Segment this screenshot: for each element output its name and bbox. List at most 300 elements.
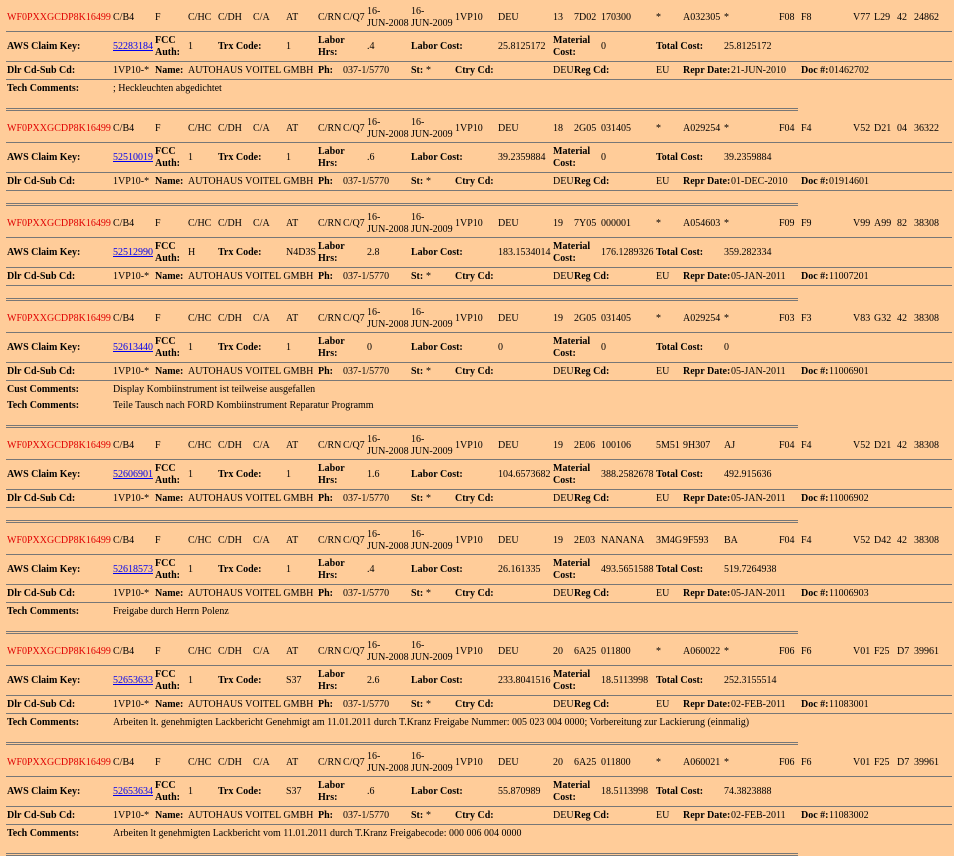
record-separator: [6, 631, 798, 634]
vp-code: 1VP10: [455, 440, 483, 451]
name-label: Name:: [155, 810, 184, 821]
phone-label: Ph:: [318, 493, 333, 504]
tech-comments-text: Arbeiten lt genehmigten Lackbericht vom 11.01.2011 durch T.Kranz Freigabecode: 000 006 004 0000: [113, 828, 522, 839]
trx-code-label: Trx Code:: [218, 41, 262, 52]
warranty-date-day: 16-: [411, 117, 425, 128]
cb-code: C/B4: [113, 123, 135, 134]
claim-key-link[interactable]: 52606901: [113, 469, 153, 480]
part-code-2: 011800: [601, 646, 631, 657]
material-cost-label: Material Cost:: [553, 558, 591, 581]
fcc-auth-value: H: [188, 247, 196, 258]
row-divider: [6, 695, 952, 696]
total-cost-value: 492.915636: [724, 469, 772, 480]
repr-date-label: Repr Date:: [683, 588, 731, 599]
chc-code: C/HC: [188, 757, 212, 768]
labor-hrs-label: Labor Hrs:: [318, 780, 345, 803]
total-cost-label: Total Cost:: [656, 786, 704, 797]
state-value: *: [426, 366, 431, 377]
build-date-month-year: JUN-2008: [367, 763, 409, 774]
part-code-5: *: [724, 646, 729, 657]
doc-number-value: 11006901: [829, 366, 869, 377]
fcc-auth-label: FCC Auth:: [155, 35, 181, 58]
doc-label: Doc #:: [801, 271, 829, 282]
f-code: F: [155, 313, 161, 324]
part-code-5: AJ: [724, 440, 736, 451]
tech-comments-text: Freigabe durch Herrn Polenz: [113, 606, 229, 617]
trx-code-label: Trx Code:: [218, 675, 262, 686]
row-divider: [6, 584, 952, 585]
labor-hrs-label: Labor Hrs:: [318, 146, 345, 169]
tail-code-4: 24862: [914, 12, 939, 23]
fcc-auth-value: 1: [188, 786, 193, 797]
region-value: EU: [656, 588, 670, 599]
repr-date-label: Repr Date:: [683, 699, 731, 710]
repr-date-label: Repr Date:: [683, 65, 731, 76]
doc-number-value: 01462702: [829, 65, 869, 76]
part-code-4: A032305: [683, 12, 721, 23]
doc-number-value: 11083001: [829, 699, 869, 710]
aws-claim-key-label: AWS Claim Key:: [7, 564, 81, 575]
ca-code: C/A: [253, 757, 270, 768]
name-label: Name:: [155, 176, 184, 187]
phone-label: Ph:: [318, 588, 333, 599]
fcc-auth-value: 1: [188, 342, 193, 353]
reg-cd-label: Reg Cd:: [574, 493, 610, 504]
build-date-day: 16-: [367, 434, 381, 445]
part-code-1: 7Y05: [574, 218, 597, 229]
part-code-2: 031405: [601, 313, 631, 324]
part-code-4: A054603: [683, 218, 721, 229]
row-divider: [6, 554, 952, 555]
vp-code: 1VP10: [455, 535, 483, 546]
tail-code-1: V01: [853, 646, 871, 657]
vin: WF0PXXGCDP8K16499: [7, 440, 111, 451]
crn-code: C/RN: [318, 440, 342, 451]
trx-code-value: 1: [286, 469, 291, 480]
row-divider: [6, 267, 952, 268]
dlr-cd-sub-cd-label: Dlr Cd-Sub Cd:: [7, 588, 76, 599]
aws-claim-key-label: AWS Claim Key:: [7, 247, 81, 258]
part-code-2: 031405: [601, 123, 631, 134]
dlr-cd-sub-cd-label: Dlr Cd-Sub Cd:: [7, 810, 76, 821]
labor-cost-value: 25.8125172: [498, 41, 546, 52]
total-cost-value: 359.282334: [724, 247, 772, 258]
f-code: F: [155, 218, 161, 229]
name-label: Name:: [155, 65, 184, 76]
claim-key-link[interactable]: 52283184: [113, 41, 153, 52]
total-cost-label: Total Cost:: [656, 342, 704, 353]
ctry-cd-label: Ctry Cd:: [455, 271, 494, 282]
cust-comments-text: Display Kombiinstrument ist teilweise ausgefallen: [113, 384, 316, 395]
material-cost-value: 0: [601, 41, 606, 52]
state-label: St:: [411, 588, 424, 599]
row-divider: [6, 237, 952, 238]
row-divider: [6, 489, 952, 490]
tail-code-4: 38308: [914, 313, 939, 324]
tail-code-1: V01: [853, 757, 871, 768]
cdh-code: C/DH: [218, 757, 242, 768]
name-label: Name:: [155, 588, 184, 599]
doc-label: Doc #:: [801, 588, 829, 599]
build-date-day: 16-: [367, 751, 381, 762]
trx-code-value: 1: [286, 41, 291, 52]
record-separator: [6, 520, 798, 523]
labor-cost-label: Labor Cost:: [411, 469, 463, 480]
dealer-name-value: AUTOHAUS VOITEL GMBH: [188, 176, 314, 187]
part-code-4: A029254: [683, 313, 721, 324]
tail-code-4: 38308: [914, 535, 939, 546]
f-code: F: [155, 12, 161, 23]
tail-code-3: 42: [897, 12, 907, 23]
record-separator: [6, 742, 798, 745]
warranty-date-day: 16-: [411, 751, 425, 762]
vin: WF0PXXGCDP8K16499: [7, 535, 111, 546]
fcc-auth-label: FCC Auth:: [155, 146, 181, 169]
record-separator: [6, 425, 798, 428]
row-divider: [6, 362, 952, 363]
warranty-date-month-year: JUN-2009: [411, 18, 453, 29]
ctry-cd-label: Ctry Cd:: [455, 176, 494, 187]
vp-code: 1VP10: [455, 313, 483, 324]
name-label: Name:: [155, 699, 184, 710]
phone-value: 037-1/5770: [343, 176, 390, 187]
labor-hrs-label: Labor Hrs:: [318, 35, 345, 58]
part-code-4: A060022: [683, 646, 721, 657]
row-divider: [6, 380, 952, 381]
labor-cost-label: Labor Cost:: [411, 564, 463, 575]
material-cost-label: Material Cost:: [553, 669, 591, 692]
dealer-name-value: AUTOHAUS VOITEL GMBH: [188, 493, 314, 504]
vin: WF0PXXGCDP8K16499: [7, 218, 111, 229]
state-value: *: [426, 810, 431, 821]
tail-code-4: 39961: [914, 646, 939, 657]
build-date-day: 16-: [367, 117, 381, 128]
material-cost-label: Material Cost:: [553, 35, 591, 58]
phone-label: Ph:: [318, 699, 333, 710]
trx-code-value: S37: [286, 675, 302, 686]
reg-cd-label: Reg Cd:: [574, 176, 610, 187]
row-divider: [6, 142, 952, 143]
repr-date-label: Repr Date:: [683, 176, 731, 187]
state-label: St:: [411, 65, 424, 76]
f-code-2: F4: [801, 123, 812, 134]
tail-code-3: 82: [897, 218, 907, 229]
warranty-date-month-year: JUN-2009: [411, 446, 453, 457]
aws-claim-key-label: AWS Claim Key:: [7, 675, 81, 686]
vp-code: 1VP10: [455, 123, 483, 134]
row-divider: [6, 824, 952, 825]
tech-comments-text: Arbeiten lt. genehmigten Lackbericht Genehmigt am 11.01.2011 durch T.Kranz Freigabe Nummer: 005 023 004 0000; Vorbereitung zur Lackierung (einmalig): [113, 717, 750, 728]
material-cost-label: Material Cost:: [553, 463, 591, 486]
labor-cost-value: 55.870989: [498, 786, 541, 797]
part-code-2: 000001: [601, 218, 631, 229]
at-code: AT: [286, 218, 299, 229]
tail-code-2: F25: [874, 646, 890, 657]
crn-code: C/RN: [318, 313, 342, 324]
reg-cd-label: Reg Cd:: [574, 699, 610, 710]
phone-value: 037-1/5770: [343, 271, 390, 282]
tail-code-3: 42: [897, 313, 907, 324]
num-1: 13: [553, 12, 563, 23]
tail-code-2: F25: [874, 757, 890, 768]
region-value: EU: [656, 366, 670, 377]
reg-cd-label: Reg Cd:: [574, 65, 610, 76]
build-date-month-year: JUN-2008: [367, 224, 409, 235]
part-code-3: *: [656, 12, 661, 23]
part-code-2: 100106: [601, 440, 631, 451]
ctry-cd-label: Ctry Cd:: [455, 493, 494, 504]
row-divider: [6, 172, 952, 173]
ctry-cd-label: Ctry Cd:: [455, 65, 494, 76]
repair-date-value: 01-DEC-2010: [731, 176, 788, 187]
cdh-code: C/DH: [218, 218, 242, 229]
state-label: St:: [411, 271, 424, 282]
warranty-date-month-year: JUN-2009: [411, 224, 453, 235]
name-label: Name:: [155, 271, 184, 282]
total-cost-label: Total Cost:: [656, 675, 704, 686]
ca-code: C/A: [253, 535, 270, 546]
fcc-auth-label: FCC Auth:: [155, 780, 181, 803]
cb-code: C/B4: [113, 313, 135, 324]
labor-hrs-value: 1.6: [367, 469, 380, 480]
labor-hrs-value: 0: [367, 342, 372, 353]
claim-key-link[interactable]: 52613440: [113, 342, 153, 353]
f-code-2: F4: [801, 440, 812, 451]
row-divider: [6, 285, 952, 286]
part-code-4: 9F593: [683, 535, 709, 546]
labor-hrs-label: Labor Hrs:: [318, 669, 345, 692]
at-code: AT: [286, 123, 299, 134]
part-code-1: 2G05: [574, 313, 597, 324]
tech-comments-text: ; Heckleuchten abgedichtet: [113, 83, 222, 94]
ca-code: C/A: [253, 123, 270, 134]
row-divider: [6, 713, 952, 714]
f-code-2: F4: [801, 535, 812, 546]
vin: WF0PXXGCDP8K16499: [7, 123, 111, 134]
fcc-auth-value: 1: [188, 41, 193, 52]
state-label: St:: [411, 366, 424, 377]
build-date-month-year: JUN-2008: [367, 541, 409, 552]
doc-label: Doc #:: [801, 493, 829, 504]
build-date-month-year: JUN-2008: [367, 446, 409, 457]
crn-code: C/RN: [318, 757, 342, 768]
tail-code-1: V83: [853, 313, 871, 324]
crn-code: C/RN: [318, 218, 342, 229]
trx-code-label: Trx Code:: [218, 247, 262, 258]
state-label: St:: [411, 493, 424, 504]
phone-value: 037-1/5770: [343, 699, 390, 710]
cq-code: C/Q7: [343, 440, 365, 451]
reg-cd-label: Reg Cd:: [574, 810, 610, 821]
cdh-code: C/DH: [218, 313, 242, 324]
labor-cost-value: 39.2359884: [498, 152, 546, 163]
part-code-3: *: [656, 757, 661, 768]
at-code: AT: [286, 757, 299, 768]
cb-code: C/B4: [113, 440, 135, 451]
chc-code: C/HC: [188, 123, 212, 134]
build-date-day: 16-: [367, 529, 381, 540]
vin: WF0PXXGCDP8K16499: [7, 646, 111, 657]
cdh-code: C/DH: [218, 646, 242, 657]
build-date-day: 16-: [367, 640, 381, 651]
warranty-date-day: 16-: [411, 434, 425, 445]
part-code-3: 5M51: [656, 440, 680, 451]
dealer-name-value: AUTOHAUS VOITEL GMBH: [188, 699, 314, 710]
material-cost-value: 176.1289326: [601, 247, 654, 258]
f-code-1: F06: [779, 646, 795, 657]
ca-code: C/A: [253, 646, 270, 657]
cdh-code: C/DH: [218, 535, 242, 546]
state-label: St:: [411, 176, 424, 187]
labor-hrs-value: .4: [367, 41, 375, 52]
material-cost-value: 18.5113998: [601, 675, 649, 686]
row-divider: [6, 665, 952, 666]
f-code: F: [155, 440, 161, 451]
tech-comments-label: Tech Comments:: [7, 606, 80, 617]
repair-date-value: 02-FEB-2011: [731, 699, 786, 710]
part-code-5: BA: [724, 535, 738, 546]
state-value: *: [426, 699, 431, 710]
tech-comments-label: Tech Comments:: [7, 400, 80, 411]
part-code-1: 2G05: [574, 123, 597, 134]
trx-code-label: Trx Code:: [218, 152, 262, 163]
num-1: 19: [553, 218, 563, 229]
dealer-name-value: AUTOHAUS VOITEL GMBH: [188, 65, 314, 76]
f-code-1: F04: [779, 123, 795, 134]
ctry-cd-label: Ctry Cd:: [455, 366, 494, 377]
material-cost-label: Material Cost:: [553, 780, 591, 803]
dlr-cd-sub-cd-label: Dlr Cd-Sub Cd:: [7, 176, 76, 187]
part-code-1: 2E06: [574, 440, 596, 451]
region-value: EU: [656, 65, 670, 76]
aws-claim-key-label: AWS Claim Key:: [7, 342, 81, 353]
dealer-name-value: AUTOHAUS VOITEL GMBH: [188, 271, 314, 282]
claim-key-link[interactable]: 52653633: [113, 675, 153, 686]
phone-label: Ph:: [318, 366, 333, 377]
doc-number-value: 11007201: [829, 271, 869, 282]
tech-comments-label: Tech Comments:: [7, 717, 80, 728]
claim-key-link[interactable]: 52618573: [113, 564, 153, 575]
vp-code: 1VP10: [455, 757, 483, 768]
doc-label: Doc #:: [801, 366, 829, 377]
state-value: *: [426, 588, 431, 599]
labor-cost-label: Labor Cost:: [411, 247, 463, 258]
repr-date-label: Repr Date:: [683, 366, 731, 377]
row-divider: [6, 79, 952, 80]
aws-claim-key-label: AWS Claim Key:: [7, 786, 81, 797]
claim-key-link[interactable]: 52510019: [113, 152, 153, 163]
region-value: EU: [656, 271, 670, 282]
dealer-code-value: 1VP10-*: [113, 65, 150, 76]
doc-number-value: 11006903: [829, 588, 869, 599]
cq-code: C/Q7: [343, 12, 365, 23]
total-cost-label: Total Cost:: [656, 564, 704, 575]
total-cost-label: Total Cost:: [656, 41, 704, 52]
material-cost-value: 0: [601, 152, 606, 163]
country-code: DEU: [498, 646, 519, 657]
f-code-2: F3: [801, 313, 812, 324]
cb-code: C/B4: [113, 757, 135, 768]
dealer-code-value: 1VP10-*: [113, 810, 150, 821]
phone-value: 037-1/5770: [343, 810, 390, 821]
tail-code-3: 42: [897, 535, 907, 546]
part-code-1: 6A25: [574, 646, 597, 657]
cdh-code: C/DH: [218, 440, 242, 451]
part-code-3: *: [656, 218, 661, 229]
f-code-2: F6: [801, 757, 812, 768]
cb-code: C/B4: [113, 646, 135, 657]
aws-claim-key-label: AWS Claim Key:: [7, 41, 81, 52]
vp-code: 1VP10: [455, 218, 483, 229]
doc-number-value: 11083002: [829, 810, 869, 821]
warranty-date-day: 16-: [411, 6, 425, 17]
material-cost-label: Material Cost:: [553, 146, 591, 169]
labor-cost-value: 104.6573682: [498, 469, 551, 480]
f-code-1: F06: [779, 757, 795, 768]
warranty-date-day: 16-: [411, 640, 425, 651]
chc-code: C/HC: [188, 218, 212, 229]
phone-label: Ph:: [318, 176, 333, 187]
country-code: DEU: [498, 218, 519, 229]
labor-hrs-value: .4: [367, 564, 375, 575]
crn-code: C/RN: [318, 12, 342, 23]
chc-code: C/HC: [188, 440, 212, 451]
tail-code-4: 39961: [914, 757, 939, 768]
part-code-5: *: [724, 12, 729, 23]
ca-code: C/A: [253, 313, 270, 324]
fcc-auth-label: FCC Auth:: [155, 336, 181, 359]
row-divider: [6, 806, 952, 807]
repair-date-value: 05-JAN-2011: [731, 366, 786, 377]
chc-code: C/HC: [188, 646, 212, 657]
material-cost-label: Material Cost:: [553, 336, 591, 359]
total-cost-value: 519.7264938: [724, 564, 777, 575]
part-code-4: A029254: [683, 123, 721, 134]
fcc-auth-label: FCC Auth:: [155, 241, 181, 264]
build-date-month-year: JUN-2008: [367, 652, 409, 663]
trx-code-value: 1: [286, 152, 291, 163]
repair-date-value: 21-JUN-2010: [731, 65, 786, 76]
dealer-country-value: DEU: [553, 588, 574, 599]
tail-code-2: A99: [874, 218, 892, 229]
part-code-1: 7D02: [574, 12, 597, 23]
row-divider: [6, 332, 952, 333]
phone-value: 037-1/5770: [343, 366, 390, 377]
row-divider: [6, 31, 952, 32]
trx-code-value: 1: [286, 564, 291, 575]
claim-key-link[interactable]: 52512990: [113, 247, 153, 258]
labor-cost-label: Labor Cost:: [411, 786, 463, 797]
doc-number-value: 01914601: [829, 176, 869, 187]
f-code: F: [155, 646, 161, 657]
labor-cost-value: 0: [498, 342, 503, 353]
doc-label: Doc #:: [801, 176, 829, 187]
at-code: AT: [286, 313, 299, 324]
region-value: EU: [656, 699, 670, 710]
doc-label: Doc #:: [801, 65, 829, 76]
ca-code: C/A: [253, 440, 270, 451]
total-cost-label: Total Cost:: [656, 247, 704, 258]
crn-code: C/RN: [318, 123, 342, 134]
total-cost-label: Total Cost:: [656, 152, 704, 163]
tail-code-1: V52: [853, 535, 871, 546]
labor-cost-label: Labor Cost:: [411, 152, 463, 163]
claim-key-link[interactable]: 52653634: [113, 786, 153, 797]
country-code: DEU: [498, 535, 519, 546]
crn-code: C/RN: [318, 646, 342, 657]
cust-comments-label: Cust Comments:: [7, 384, 79, 395]
chc-code: C/HC: [188, 535, 212, 546]
